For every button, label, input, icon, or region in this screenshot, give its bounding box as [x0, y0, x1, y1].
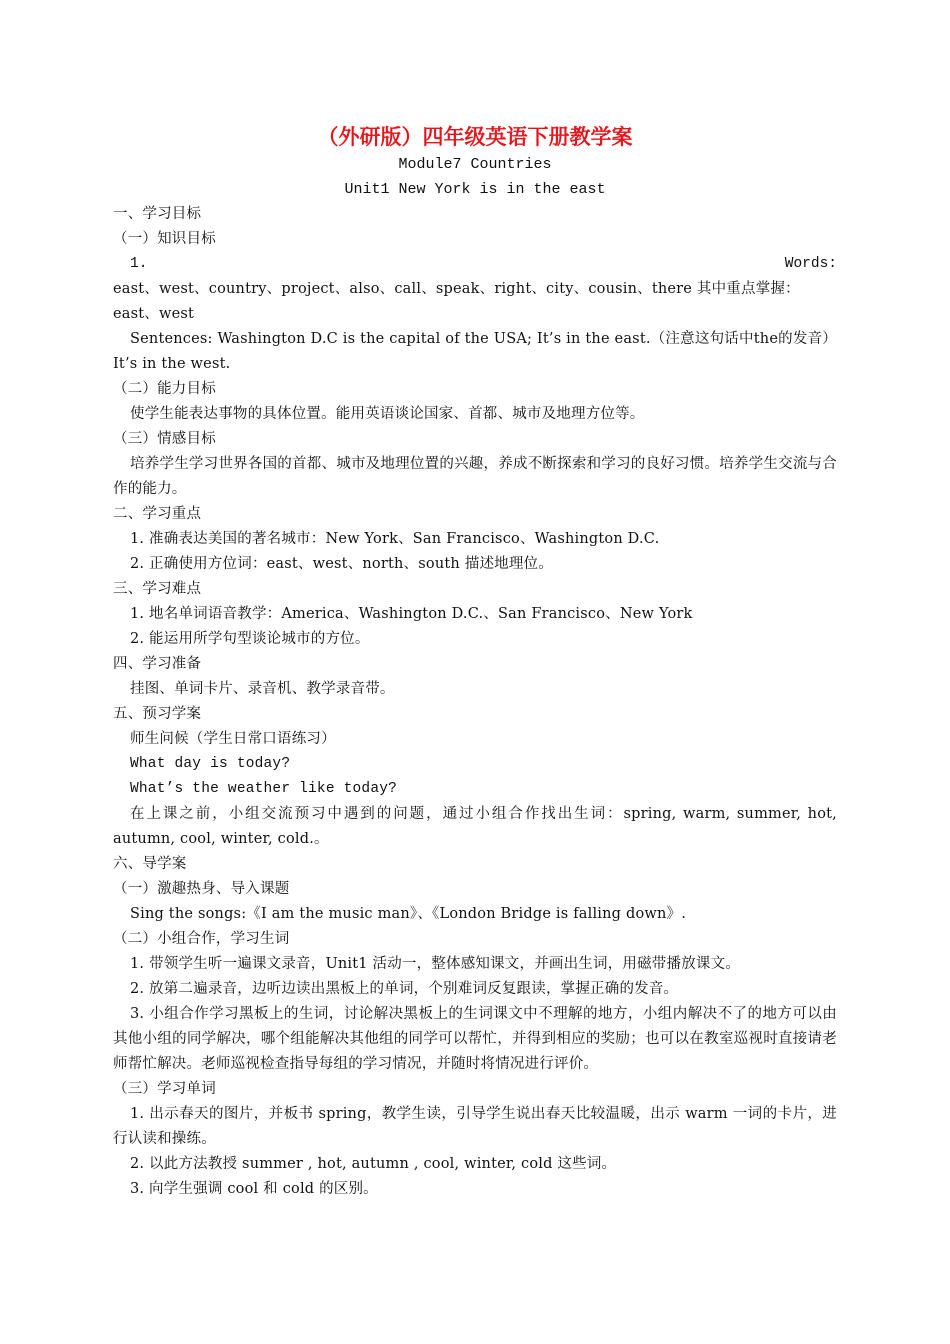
- paragraph: 使学生能表达事物的具体位置。能用英语谈论国家、首都、城市及地理方位等。: [130, 406, 645, 422]
- list-item: 1. 带领学生听一遍课文录音，Unit1 活动一，整体感知课文，并画出生词，用磁带播放课文。: [130, 956, 740, 972]
- paragraph: 师生问候（学生日常口语练习）: [130, 731, 336, 747]
- list-item: 1. 出示春天的图片，并板书 spring，教学生读，引导学生说出春天比较温暖，出示 warm 一词的卡片，进行认读和操练。: [113, 1106, 837, 1147]
- list-item: 2. 放第二遍录音，边听边读出黑板上的单词，个别难词反复跟读，掌握正确的发音。: [130, 981, 679, 997]
- dialogue-line: What day is today?: [130, 756, 291, 772]
- section-heading: 二、学习重点: [113, 506, 202, 522]
- paragraph: Sing the songs:《I am the music man》、《London Bridge is falling down》.: [130, 906, 687, 922]
- section-heading: 一、学习目标: [113, 206, 202, 222]
- words-list: east、west、country、project、also、call、speak、right、city、cousin、there 其中重点掌握：east、west: [113, 281, 800, 322]
- paragraph: 培养学生学习世界各国的首都、城市及地理位置的兴趣，养成不断探索和学习的良好习惯。培养学生交流与合作的能力。: [113, 456, 837, 497]
- subsection-heading: （三）情感目标: [113, 431, 216, 447]
- list-item: 2. 正确使用方位词：east、west、north、south 描述地理位。: [130, 556, 553, 572]
- words-row: [113, 252, 837, 277]
- document-title: （外研版）四年级英语下册教学案: [317, 125, 633, 149]
- subsection-heading: （三）学习单词: [113, 1081, 216, 1097]
- section-heading: 四、学习准备: [113, 656, 202, 672]
- list-item: 2. 以此方法教授 summer , hot, autumn , cool, winter, cold 这些词。: [130, 1156, 617, 1172]
- list-item: 1. 地名单词语音教学：America、Washington D.C.、San Francisco、New York: [130, 606, 693, 622]
- list-number: 1.: [130, 256, 148, 272]
- subsection-heading: （二）小组合作，学习生词: [113, 931, 290, 947]
- list-item: 1. 准确表达美国的著名城市：New York、San Francisco、Washington D.C.: [130, 531, 660, 547]
- list-item: 3. 向学生强调 cool 和 cold 的区别。: [130, 1181, 378, 1197]
- unit-title: Unit1 New York is in the east: [344, 181, 606, 198]
- list-item: 3. 小组合作学习黑板上的生词，讨论解决黑板上的生词课文中不理解的地方，小组内解决不了的地方可以由其他小组的同学解决，哪个组能解决其他组的同学可以帮忙，并得到相应的奖励；也可以在教室巡视时直接请老师帮忙解决。老师巡视检查指导每组的学习情况，并随时将情况进行评价。: [113, 1006, 837, 1072]
- subsection-heading: （二）能力目标: [113, 381, 216, 397]
- section-heading: 五、预习学案: [113, 706, 202, 722]
- sentences-text: Sentences: Washington D.C is the capital of the USA; It’s in the east.（注意这句话中the的发音）It’s in the west.: [113, 331, 837, 372]
- words-label: Words:: [784, 256, 837, 272]
- paragraph: 在上课之前，小组交流预习中遇到的问题，通过小组合作找出生词：spring, warm, summer, hot, autumn, cool, winter, cold.。: [113, 806, 837, 847]
- subsection-heading: （一）知识目标: [113, 231, 216, 247]
- list-item: 2. 能运用所学句型谈论城市的方位。: [130, 631, 370, 647]
- section-heading: 六、导学案: [113, 856, 187, 872]
- module-title: Module7 Countries: [398, 156, 552, 173]
- subsection-heading: （一）激趣热身、导入课题: [113, 881, 290, 897]
- document-page: [113, 122, 837, 1202]
- section-heading: 三、学习难点: [113, 581, 202, 597]
- paragraph: 挂图、单词卡片、录音机、教学录音带。: [130, 681, 395, 697]
- dialogue-line: What’s the weather like today?: [130, 781, 398, 797]
